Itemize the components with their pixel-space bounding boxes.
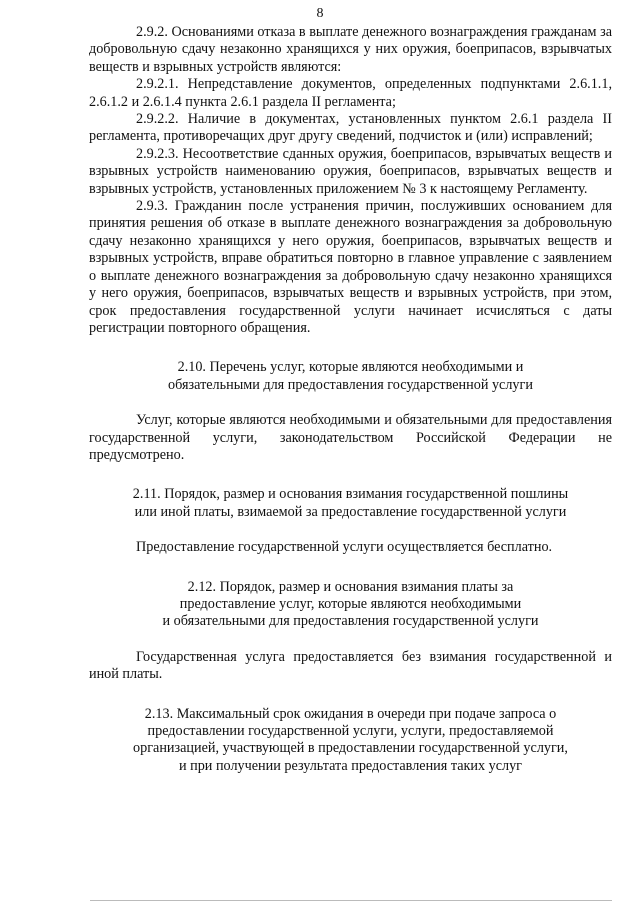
heading-line: предоставлении государственной услуги, услуги, предоставляемой: [147, 723, 554, 739]
paragraph-2-9-2-3: 2.9.2.3. Несоответствие сданных оружия, боеприпасов, взрывчатых веществ и взрывных устройств наименованию оружия, боеприпасов, взрывчатых веществ и взрывных устройств, установленных приложением № 3 к настоящему Регламенту.: [89, 145, 612, 197]
heading-line: или иной платы, взимаемой за предоставление государственной услуги: [134, 503, 567, 520]
section-body-2-11: Предоставление государственной услуги осуществляется бесплатно.: [136, 539, 553, 556]
heading-line: 2.13. Максимальный срок ожидания в очереди при подаче запроса о: [144, 705, 557, 722]
heading-line: и при получении результата предоставления таких услуг: [178, 757, 523, 774]
document-body: [89, 24, 612, 775]
heading-line: 2.10. Перечень услуг, которые являются необходимыми и: [177, 359, 524, 376]
section-heading-2-12: [89, 579, 612, 631]
paragraph-2-9-2: 2.9.2. Основаниями отказа в выплате денежного вознаграждения гражданам за добровольную сдачу незаконно хранящихся у них оружия, боеприпасов, взрывчатых веществ и взрывных устройств являются:: [89, 24, 612, 75]
heading-line: 2.11. Порядок, размер и основания взимания государственной пошлины: [132, 486, 569, 503]
scan-edge-line: [90, 900, 612, 901]
section-heading-2-13: [89, 706, 612, 776]
paragraph-2-9-3: 2.9.3. Гражданин после устранения причин, послуживших основанием для принятия решения об отказе в выплате денежного вознаграждения за добровольную сдачу незаконно хранящихся у него оружия, боеприпасов, взрывчатых веществ и взрывных устройств, вправе обратиться повторно в главное управление с заявлением о выплате денежного вознаграждения за добровольную сдачу незаконно хранящихся у него оружия, боеприпасов, взрывчатых веществ и взрывных устройств, при этом, срок предоставления государственной услуги начинает исчисляться с даты регистрации повторного обращения.: [89, 198, 612, 336]
paragraph-2-9-2-2: 2.9.2.2. Наличие в документах, установленных пунктом 2.6.1 раздела II регламента, противоречащих друг другу сведений, подчисток и (или) исправлений;: [89, 111, 612, 145]
section-heading-2-10: [89, 359, 612, 394]
heading-line: обязательными для предоставления государственной услуги: [168, 376, 533, 393]
heading-line: 2.12. Порядок, размер и основания взимания платы за: [187, 578, 514, 595]
paragraph-2-9-2-1: 2.9.2.1. Непредставление документов, определенных подпунктами 2.6.1.1, 2.6.1.2 и 2.6.1.4 пункта 2.6.1 раздела II регламента;: [89, 76, 612, 110]
section-body-2-10: Услуг, которые являются необходимыми и обязательными для предоставления государственной услуги, законодательством Российской Федерации не предусмотрено.: [89, 412, 612, 463]
heading-line: организацией, участвующей в предоставлении государственной услуги,: [133, 740, 568, 757]
heading-line: и обязательными для предоставления государственной услуги: [162, 613, 539, 630]
section-body-2-12: Государственная услуга предоставляется без взимания государственной и иной платы.: [89, 648, 612, 683]
page-number: 8: [316, 6, 324, 21]
section-heading-2-11: [89, 486, 612, 521]
heading-line: предоставление услуг, которые являются необходимыми: [179, 595, 522, 612]
